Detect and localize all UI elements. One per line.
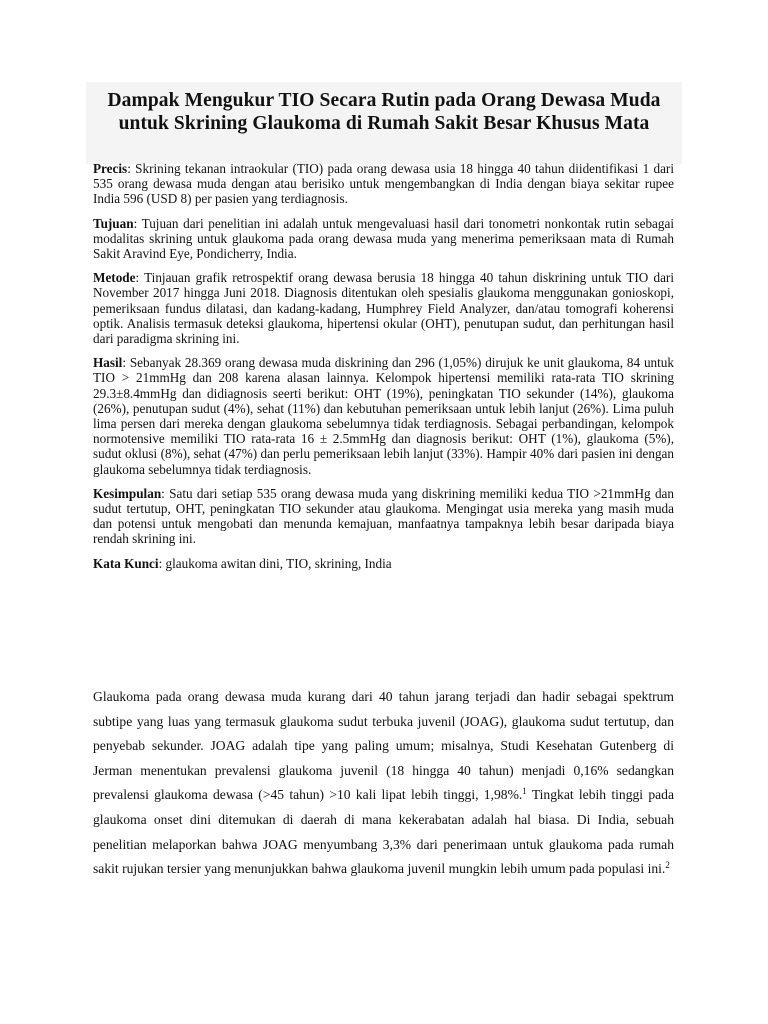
kata-kunci-text: : glaukoma awitan dini, TIO, skrining, India xyxy=(158,555,392,571)
body-paragraph-part-1: Glaukoma pada orang dewasa muda kurang dari 40 tahun jarang terjadi dan hadir sebagai spektrum subtipe yang luas yang termasuk glaukoma sudut terbuka juvenil (JOAG), glaukoma sudut tertutup, dan penyebab sekunder. JOAG adalah tipe yang paling umum; misalnya, Studi Kesehatan Gutenberg di Jerman menentukan prevalensi glaukoma juvenil (18 hingga 40 tahun) menjadi 0,16% sedangkan prevalensi glaukoma dewasa (>45 tahun) >10 kali lipat lebih tinggi, 1,98%. xyxy=(93,689,674,803)
body-text xyxy=(93,685,674,882)
precis-label: Precis xyxy=(93,161,128,176)
paper-title xyxy=(86,82,682,135)
abstract-precis xyxy=(93,161,674,207)
metode-label: Metode xyxy=(93,270,136,286)
kata-kunci-label: Kata Kunci xyxy=(93,555,159,571)
body-paragraph-part-2: Tingkat lebih tinggi pada glaukoma onset dini ditemukan di daerah di mana kekerabatan adalah hal biasa. Di India, sebuah penelitian melaporkan bahwa JOAG menyumbang 3,3% dari penerimaan untuk glaukoma pada rumah sakit rujukan tersier yang menunjukkan bahwa glaukoma juvenil mungkin lebih umum pada populasi ini. xyxy=(93,787,674,877)
reference-2: 2 xyxy=(665,860,670,871)
title-block xyxy=(86,82,682,164)
kesimpulan-text: : Satu dari setiap 535 orang dewasa muda yang diskrining memiliki kedua TIO >21mmHg dan sudut tertutup, OHT, peningkatan TIO sekunder atau glaukoma. Mengingat usia mereka yang masih muda dan potensi untuk mengobati dan menunda kemajuan, manfaatnya tampaknya lebih besar daripada biaya rendah skrining ini. xyxy=(93,485,674,547)
paper-title-line-2: untuk Skrining Glaukoma di Rumah Sakit Besar Khusus Mata xyxy=(118,113,650,134)
abstract xyxy=(93,161,674,580)
precis-text: : Skrining tekanan intraokular (TIO) pada orang dewasa usia 18 hingga 40 tahun diidentifikasi 1 dari 535 orang dewasa muda dengan atau berisiko untuk mengembangkan di India dengan biaya sekitar rupee India 596 (USD 8) per pasien yang terdiagnosis. xyxy=(93,161,674,207)
kesimpulan-label: Kesimpulan xyxy=(93,485,162,501)
abstract-kesimpulan xyxy=(93,486,674,547)
abstract-metode xyxy=(93,270,674,346)
body-paragraph xyxy=(93,685,674,882)
abstract-tujuan xyxy=(93,216,674,262)
abstract-hasil xyxy=(93,355,674,477)
reference-1: 1 xyxy=(522,786,527,797)
abstract-kata-kunci xyxy=(93,556,674,571)
hasil-text: : Sebanyak 28.369 orang dewasa muda diskrining dan 296 (1,05%) dirujuk ke unit glaukoma, 84 untuk TIO > 21mmHg dan 208 karena alasan lainnya. Kelompok hipertensi memiliki rata-rata TIO skrining 29.3±8.4mmHg dan didiagnosis seerti berikut: OHT (19%), peningkatan TIO sekunder (14%), glaukoma (26%), penutupan sudut (4%), sehat (11%) dan kebutuhan pemeriksaan untuk lebih lanjut (26%). Lima puluh lima persen dari mereka dengan glaukoma sebelumnya tidak terdiagnosis. Sebagai perbandingan, kelompok normotensive memiliki TIO rata-rata 16 ± 2.5mmHg dan diagnosis berikut: OHT (1%), glaukoma (5%), sudut oklusi (8%), sehat (47%) dan perlu pemeriksaan lebih lanjut (33%). Hampir 40% dari pasien ini dengan glaukoma sebelumnya tidak terdiagnosis. xyxy=(93,355,674,477)
hasil-label: Hasil xyxy=(93,355,123,371)
metode-text: : Tinjauan grafik retrospektif orang dewasa berusia 18 hingga 40 tahun diskrining untuk TIO dari November 2017 hingga Juni 2018. Diagnosis ditentukan oleh spesialis glaukoma menggunakan gonioskopi, pemeriksaan fundus dilatasi, dan kadang-kadang, Humphrey Field Analyzer, dan/atau tomografi koherensi optik. Analisis termasuk deteksi glaukoma, hipertensi okular (OHT), penutupan sudut, dan perhitungan hasil dari paradigma skrining ini. xyxy=(93,270,674,347)
tujuan-label: Tujuan xyxy=(93,215,134,231)
paper-title-line-1: Dampak Mengukur TIO Secara Rutin pada Orang Dewasa Muda xyxy=(107,90,661,111)
tujuan-text: : Tujuan dari penelitian ini adalah untuk mengevaluasi hasil dari tonometri nonkontak rutin sebagai modalitas skrining untuk glaukoma pada orang dewasa muda yang menerima pemeriksaan mata di Rumah Sakit Aravind Eye, Pondicherry, India. xyxy=(93,215,674,262)
